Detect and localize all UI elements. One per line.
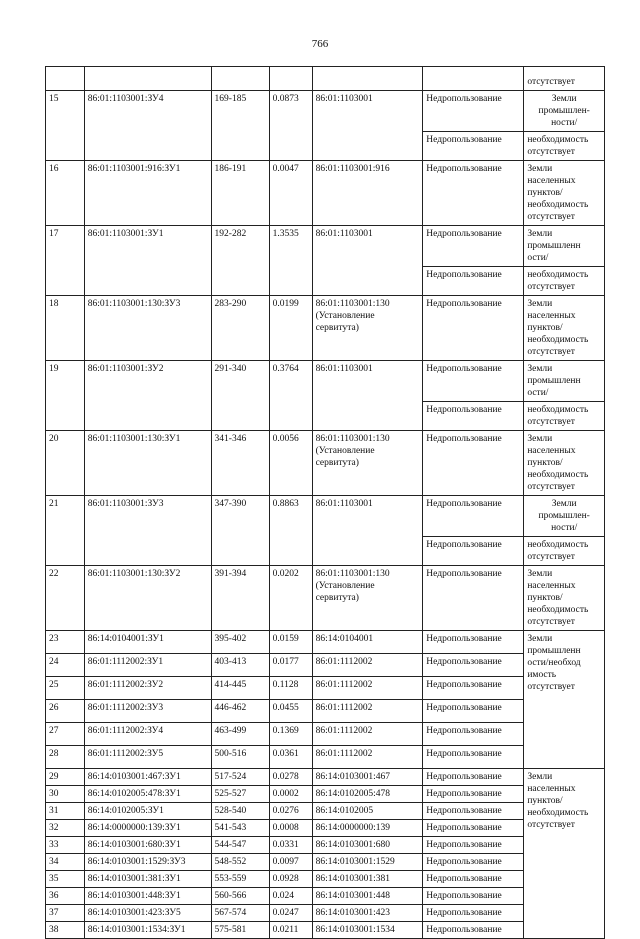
- cell-source: 86:01:1103001:130 (Установление сервитута): [312, 566, 423, 631]
- cell-use: Недропользование: [423, 803, 524, 820]
- cell-area: 0.0361: [269, 746, 312, 769]
- table-row: [46, 161, 605, 226]
- cell-cadastral: 86:14:0103001:467:ЗУ1: [84, 769, 211, 786]
- cell-source: 86:14:0103001:680: [312, 837, 423, 854]
- cell-use: Недропользование: [423, 837, 524, 854]
- cell-area: 0.0047: [269, 161, 312, 226]
- cell-area: 0.0202: [269, 566, 312, 631]
- cell-use: Недропользование: [423, 361, 524, 402]
- cell-source: 86:01:1112002: [312, 677, 423, 700]
- cell-source: 86:14:0104001: [312, 631, 423, 654]
- cell-cadastral: 86:14:0103001:1529:ЗУ3: [84, 854, 211, 871]
- cell-use: Недропользование: [423, 723, 524, 746]
- cell-points: 169-185: [211, 91, 269, 161]
- cell-number: 22: [46, 566, 85, 631]
- cell-use: Недропользование: [423, 854, 524, 871]
- cell-number: 17: [46, 226, 85, 296]
- cell-source: 86:14:0103001:1529: [312, 854, 423, 871]
- cell-use: Недропользование: [423, 677, 524, 700]
- cell-points: 560-566: [211, 888, 269, 905]
- cell-number: 29: [46, 769, 85, 786]
- cell-area: 0.8863: [269, 496, 312, 566]
- cell-cadastral: 86:01:1112002:ЗУ1: [84, 654, 211, 677]
- cell-number: 35: [46, 871, 85, 888]
- cell-points: 567-574: [211, 905, 269, 922]
- cell-use: Недропользование: [423, 700, 524, 723]
- table-row: [46, 746, 605, 769]
- cell-use: Недропользование: [423, 161, 524, 226]
- table-row: [46, 431, 605, 496]
- cell-land-category: необходимость отсутствует: [524, 267, 605, 296]
- table-row: [46, 854, 605, 871]
- cell-number: 33: [46, 837, 85, 854]
- cell-source: 86:01:1103001:130 (Установление сервитута): [312, 431, 423, 496]
- cell-number: 27: [46, 723, 85, 746]
- cell-points: 500-516: [211, 746, 269, 769]
- cell-cadastral: 86:14:0104001:ЗУ1: [84, 631, 211, 654]
- cell-use: Недропользование: [423, 566, 524, 631]
- cell-points: 528-540: [211, 803, 269, 820]
- table-row: [46, 677, 605, 700]
- cell-cadastral: 86:14:0103001:423:ЗУ5: [84, 905, 211, 922]
- table-row: [46, 837, 605, 854]
- cell-area: 0.0873: [269, 91, 312, 161]
- table-row: [46, 871, 605, 888]
- cell-area: 0.0159: [269, 631, 312, 654]
- cell-number: 32: [46, 820, 85, 837]
- table-row: [46, 888, 605, 905]
- cell-number: 36: [46, 888, 85, 905]
- cell-number: 15: [46, 91, 85, 161]
- cell-cadastral: 86:01:1103001:130:ЗУ3: [84, 296, 211, 361]
- cell-number: 34: [46, 854, 85, 871]
- table-row: [46, 723, 605, 746]
- cell-points: 186-191: [211, 161, 269, 226]
- cell-cadastral: 86:01:1103001:ЗУ4: [84, 91, 211, 161]
- cell-land-category: отсутствует: [524, 67, 605, 91]
- cell-use: Недропользование: [423, 905, 524, 922]
- cell-use: Недропользование: [423, 786, 524, 803]
- cell-number: 25: [46, 677, 85, 700]
- cell-source: 86:01:1112002: [312, 746, 423, 769]
- cell-points: 525-527: [211, 786, 269, 803]
- cell-cadastral: 86:01:1112002:ЗУ2: [84, 677, 211, 700]
- table-row: [46, 905, 605, 922]
- cell-area: 0.0331: [269, 837, 312, 854]
- cell-number: 38: [46, 922, 85, 939]
- cell-area: 0.0097: [269, 854, 312, 871]
- cell-points: 347-390: [211, 496, 269, 566]
- land-register-table: [45, 66, 605, 939]
- cell-area: 0.0008: [269, 820, 312, 837]
- cell-cadastral: 86:01:1103001:130:ЗУ1: [84, 431, 211, 496]
- table-row: [46, 820, 605, 837]
- cell-number: 20: [46, 431, 85, 496]
- cell-use: Недропользование: [423, 746, 524, 769]
- cell-source: 86:14:0103001:448: [312, 888, 423, 905]
- cell-source: 86:14:0103001:1534: [312, 922, 423, 939]
- cell-source: 86:14:0102005:478: [312, 786, 423, 803]
- cell-area: 0.0002: [269, 786, 312, 803]
- cell-cadastral: 86:14:0103001:448:ЗУ1: [84, 888, 211, 905]
- cell-use: Недропользование: [423, 296, 524, 361]
- cell-use: Недропользование: [423, 871, 524, 888]
- cell-number: 19: [46, 361, 85, 431]
- cell-use: Недропользование: [423, 888, 524, 905]
- cell-use: Недропользование: [423, 267, 524, 296]
- cell-cadastral: 86:01:1103001:ЗУ1: [84, 226, 211, 296]
- cell-number: 31: [46, 803, 85, 820]
- cell-land-category: Земли населенных пунктов/ необходимость отсутствует: [524, 566, 605, 631]
- cell-points: 341-346: [211, 431, 269, 496]
- cell-use: Недропользование: [423, 820, 524, 837]
- cell-source: 86:01:1112002: [312, 700, 423, 723]
- cell-land-category: необходимость отсутствует: [524, 402, 605, 431]
- cell-cadastral: 86:01:1103001:ЗУ2: [84, 361, 211, 431]
- cell-use: Недропользование: [423, 431, 524, 496]
- cell-number: 24: [46, 654, 85, 677]
- cell-points: 395-402: [211, 631, 269, 654]
- table-row: [46, 803, 605, 820]
- cell-area: 0.0278: [269, 769, 312, 786]
- table-row: [46, 361, 605, 402]
- cell-cadastral: [84, 67, 211, 91]
- page-number: 766: [311, 38, 329, 50]
- cell-use: Недропользование: [423, 769, 524, 786]
- table-row: [46, 226, 605, 267]
- cell-source: 86:01:1103001: [312, 91, 423, 161]
- cell-points: 517-524: [211, 769, 269, 786]
- cell-source: 86:14:0103001:467: [312, 769, 423, 786]
- table-row: [46, 566, 605, 631]
- table-row: [46, 496, 605, 537]
- cell-source: 86:01:1103001:916: [312, 161, 423, 226]
- cell-number: 23: [46, 631, 85, 654]
- cell-points: 414-445: [211, 677, 269, 700]
- cell-land-category: необходимость отсутствует: [524, 132, 605, 161]
- cell-cadastral: 86:14:0000000:139:ЗУ1: [84, 820, 211, 837]
- cell-cadastral: 86:01:1103001:ЗУ3: [84, 496, 211, 566]
- cell-cadastral: 86:14:0103001:1534:ЗУ1: [84, 922, 211, 939]
- cell-land-category: Земли промышлен- ности/: [524, 91, 605, 132]
- cell-land-category: Земли населенных пунктов/ необходимость отсутствует: [524, 296, 605, 361]
- cell-use: Недропользование: [423, 537, 524, 566]
- cell-land-category: Земли промышлен- ности/: [524, 496, 605, 537]
- cell-points: 283-290: [211, 296, 269, 361]
- cell-area: 0.0177: [269, 654, 312, 677]
- cell-cadastral: 86:01:1103001:130:ЗУ2: [84, 566, 211, 631]
- cell-points: 403-413: [211, 654, 269, 677]
- cell-source: 86:14:0000000:139: [312, 820, 423, 837]
- cell-points: 548-552: [211, 854, 269, 871]
- cell-source: 86:14:0103001:423: [312, 905, 423, 922]
- cell-use: Недропользование: [423, 402, 524, 431]
- cell-number: 26: [46, 700, 85, 723]
- cell-number: [46, 67, 85, 91]
- cell-cadastral: 86:14:0103001:381:ЗУ1: [84, 871, 211, 888]
- cell-land-category: Земли населенных пунктов/ необходимость отсутствует: [524, 431, 605, 496]
- table-row: [46, 700, 605, 723]
- cell-source: 86:01:1103001: [312, 361, 423, 431]
- cell-land-category: Земли промышленн ости/: [524, 226, 605, 267]
- cell-points: 575-581: [211, 922, 269, 939]
- cell-points: 391-394: [211, 566, 269, 631]
- cell-area: 0.1369: [269, 723, 312, 746]
- cell-source: 86:14:0103001:381: [312, 871, 423, 888]
- cell-points: 544-547: [211, 837, 269, 854]
- cell-points: [211, 67, 269, 91]
- cell-cadastral: 86:14:0103001:680:ЗУ1: [84, 837, 211, 854]
- cell-cadastral: 86:14:0102005:ЗУ1: [84, 803, 211, 820]
- cell-use: Недропользование: [423, 226, 524, 267]
- cell-area: 0.0211: [269, 922, 312, 939]
- cell-points: 291-340: [211, 361, 269, 431]
- table-row: [46, 922, 605, 939]
- cell-use: Недропользование: [423, 496, 524, 537]
- cell-number: 18: [46, 296, 85, 361]
- table-row: [46, 786, 605, 803]
- cell-cadastral: 86:01:1103001:916:ЗУ1: [84, 161, 211, 226]
- cell-points: 446-462: [211, 700, 269, 723]
- cell-points: 192-282: [211, 226, 269, 296]
- cell-area: 0.0247: [269, 905, 312, 922]
- cell-use: Недропользование: [423, 91, 524, 132]
- cell-area: 0.1128: [269, 677, 312, 700]
- cell-cadastral: 86:01:1112002:ЗУ4: [84, 723, 211, 746]
- table-row: [46, 631, 605, 654]
- cell-number: 37: [46, 905, 85, 922]
- cell-points: 553-559: [211, 871, 269, 888]
- table-row: [46, 91, 605, 132]
- cell-number: 16: [46, 161, 85, 226]
- table-row: [46, 654, 605, 677]
- table-row: [46, 67, 605, 91]
- cell-land-category: Земли населенных пунктов/ необходимость отсутствует: [524, 161, 605, 226]
- cell-source: 86:01:1112002: [312, 654, 423, 677]
- cell-use: Недропользование: [423, 631, 524, 654]
- cell-number: 28: [46, 746, 85, 769]
- cell-area: 0.024: [269, 888, 312, 905]
- cell-source: 86:01:1112002: [312, 723, 423, 746]
- cell-source: 86:01:1103001: [312, 226, 423, 296]
- cell-points: 541-543: [211, 820, 269, 837]
- cell-area: 0.3764: [269, 361, 312, 431]
- cell-area: 0.0928: [269, 871, 312, 888]
- cell-points: 463-499: [211, 723, 269, 746]
- cell-number: 30: [46, 786, 85, 803]
- cell-source: [312, 67, 423, 91]
- table-row: [46, 769, 605, 786]
- cell-area: 0.0455: [269, 700, 312, 723]
- cell-number: 21: [46, 496, 85, 566]
- cell-source: 86:14:0102005: [312, 803, 423, 820]
- cell-source: 86:01:1103001: [312, 496, 423, 566]
- cell-cadastral: 86:01:1112002:ЗУ3: [84, 700, 211, 723]
- cell-use: [423, 67, 524, 91]
- cell-land-category: Земли населенных пунктов/ необходимость отсутствует: [524, 769, 605, 939]
- cell-use: Недропользование: [423, 132, 524, 161]
- cell-land-category: необходимость отсутствует: [524, 537, 605, 566]
- cell-area: 0.0199: [269, 296, 312, 361]
- cell-area: [269, 67, 312, 91]
- cell-cadastral: 86:01:1112002:ЗУ5: [84, 746, 211, 769]
- cell-use: Недропользование: [423, 922, 524, 939]
- cell-source: 86:01:1103001:130 (Установление сервитута): [312, 296, 423, 361]
- cell-land-category: Земли промышленн ости/необход имость отсутствует: [524, 631, 605, 769]
- cell-area: 1.3535: [269, 226, 312, 296]
- cell-area: 0.0056: [269, 431, 312, 496]
- table-row: [46, 296, 605, 361]
- cell-area: 0.0276: [269, 803, 312, 820]
- cell-cadastral: 86:14:0102005:478:ЗУ1: [84, 786, 211, 803]
- cell-use: Недропользование: [423, 654, 524, 677]
- cell-land-category: Земли промышленн ости/: [524, 361, 605, 402]
